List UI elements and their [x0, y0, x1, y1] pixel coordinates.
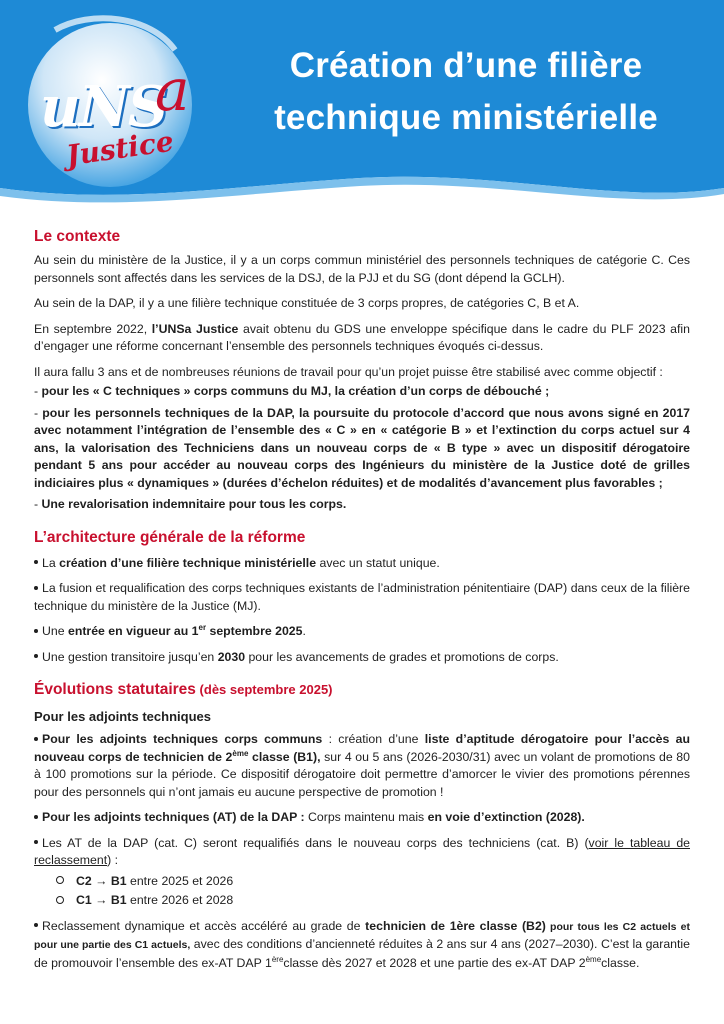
sub-bullet-item: C1 → B1 entre 2026 et 2028 [56, 892, 690, 910]
objective-item: - Une revalorisation indemnitaire pour tous les corps. [34, 497, 347, 511]
page-title [236, 40, 696, 144]
bullet-item: Une entrée en vigueur au 1er septembre 2025. [34, 623, 690, 641]
bullet-item: Pour les adjoints techniques (AT) de la DAP : Corps maintenu mais en voie d’extinction (2028). [34, 809, 690, 827]
heading-contexte: Le contexte [34, 228, 121, 245]
paragraph: Au sein du ministère de la Justice, il y a un corps commun ministériel des personnels techniques de catégorie C. Ces personnels sont affectés dans les services de la DSJ, de la PJJ et du SG (dont dépend la GCLH). [34, 253, 690, 285]
sub-bullet-item: C2 → B1 entre 2025 et 2026 [56, 873, 690, 891]
paragraph: Au sein de la DAP, il y a une filière technique constituée de 3 corps propres, de catégories C, B et A. [34, 296, 580, 310]
bullet-icon [34, 629, 38, 633]
title-line-2: technique ministérielle [274, 98, 658, 137]
section-evolutions [34, 679, 690, 972]
bullet-icon [34, 840, 38, 844]
subheading-adjoints: Pour les adjoints techniques [34, 709, 211, 724]
logo-justice-text: Justice [64, 124, 176, 173]
section-architecture [34, 527, 690, 667]
paragraph: En septembre 2022, l’UNSa Justice avait obtenu du GDS une enveloppe spécifique dans le cadre du PLF 2023 afin d’engager une réforme concernant l’ensemble des personnels techniques évoqués ci-dessus. [34, 321, 690, 353]
bullet-icon [34, 560, 38, 564]
circle-bullet-icon [56, 876, 64, 884]
title-line-1: Création d’une filière [289, 46, 643, 85]
logo-text: uNS a Justice [40, 56, 190, 173]
bullet-item: La fusion et requalification des corps techniques existants de l’administration pénitentiaire (DAP) dans ceux de la filière technique du ministère de la Justice (MJ). [34, 581, 690, 613]
bullet-icon [34, 737, 38, 741]
bullet-item: Une gestion transitoire jusqu’en 2030 pour les avancements de grades et promotions de corps. [34, 649, 690, 667]
heading-architecture: L’architecture générale de la réforme [34, 528, 306, 546]
circle-bullet-icon [56, 896, 64, 904]
objective-item: - pour les « C techniques » corps communs du MJ, la création d’un corps de débouché ; [34, 384, 550, 398]
logo-letters: uNS [40, 74, 167, 140]
bullet-icon [34, 923, 38, 927]
document-body [34, 226, 690, 980]
bullet-item: Pour les adjoints techniques corps communs : création d’une liste d’aptitude dérogatoire pour l’accès au nouveau corps de technicien de 2ème classe (B1), sur 4 ou 5 ans (2026-2030/31) avec un volant de promotions de 80 à 100 promotions sur la période. Ce dispositif dérogatoire doit permettre d’amorcer le vivier des promotions pérennes pour des personnels qui n’ont jamais eu aucune perspective de promotion ! [34, 732, 691, 799]
heading-evolutions: Évolutions statutaires (dès septembre 2025) [34, 681, 333, 698]
bullet-icon [34, 815, 38, 819]
bullet-item: Les AT de la DAP (cat. C) seront requalifiés dans le nouveau corps des techniciens (cat. B) (voir le tableau de reclassement) : [34, 835, 690, 867]
bullet-item: La création d’une filière technique ministérielle avec un statut unique. [34, 555, 690, 573]
bullet-item: Reclassement dynamique et accès accéléré au grade de technicien de 1ère classe (B2) pour tous les C2 actuels et pour une partie des C1 actuels, avec des conditions d’ancienneté réduites à 2 ans sur 4 ans (2027–2030). C’est la garantie de promouvoir l’ensemble des ex-AT DAP 1èreclasse dès 2027 et 2028 et une partie des ex-AT DAP 2èmeclasse. [34, 918, 691, 970]
header-banner [0, 0, 724, 215]
bullet-icon [34, 586, 38, 590]
reclassement-table-link[interactable]: voir le tableau de reclassement [34, 835, 690, 867]
objective-item: - pour les personnels techniques de la DAP, la poursuite du protocole d’accord que nous avons signé en 2017 avec notamment l’intégration de l’ensemble des « C » en « catégorie B » et l’extinction du corps actuel sur 4 ans, la valorisation des Techniciens dans un nouveau corps de « B type » avec un dispositif dérogatoire pendant 5 ans pour accéder au nouveau corps des Ingénieurs du ministère de la Justice doté de grilles indiciaires plus « dynamiques » (durées d’échelon réduites) et de modalités d’avancement plus favorables ; [34, 405, 690, 490]
section-contexte [34, 226, 690, 514]
paragraph: Il aura fallu 3 ans et de nombreuses réunions de travail pour qu’un projet puisse être stabilisé avec comme objectif : [34, 364, 663, 379]
bullet-icon [34, 654, 38, 658]
